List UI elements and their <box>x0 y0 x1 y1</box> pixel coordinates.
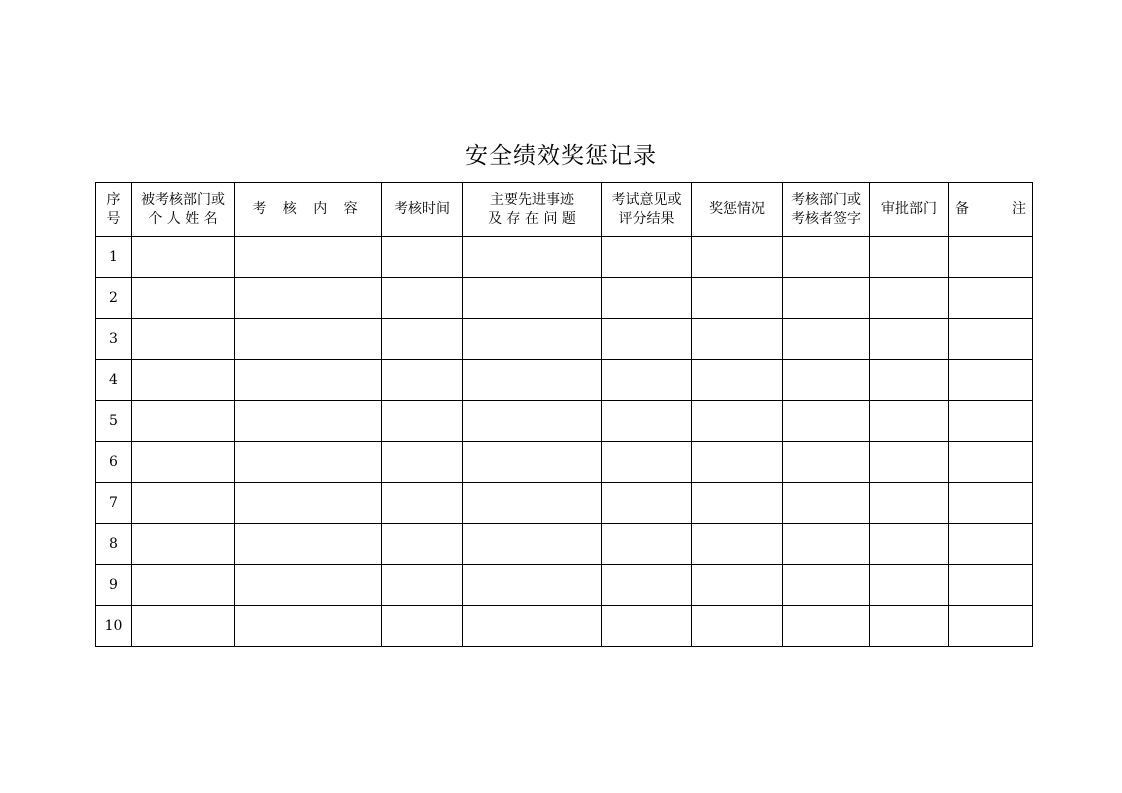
table-cell[interactable] <box>949 278 1033 319</box>
table-cell[interactable] <box>692 237 783 278</box>
table-cell[interactable] <box>602 278 692 319</box>
table-cell[interactable] <box>783 442 870 483</box>
table-cell[interactable] <box>783 483 870 524</box>
table-cell[interactable] <box>602 237 692 278</box>
table-row <box>96 278 1033 319</box>
table-cell[interactable] <box>870 606 949 647</box>
table-cell[interactable] <box>602 360 692 401</box>
header-reward: 奖惩情况 <box>692 183 783 237</box>
table-cell[interactable] <box>783 278 870 319</box>
table-cell[interactable] <box>382 524 463 565</box>
table-cell[interactable] <box>382 278 463 319</box>
table-cell[interactable] <box>783 319 870 360</box>
header-time: 考核时间 <box>382 183 463 237</box>
row-number: 5 <box>96 401 132 442</box>
table-cell[interactable] <box>132 483 235 524</box>
table-cell[interactable] <box>132 278 235 319</box>
table-cell[interactable] <box>692 524 783 565</box>
table-cell[interactable] <box>132 606 235 647</box>
table-cell[interactable] <box>870 360 949 401</box>
table-cell[interactable] <box>783 565 870 606</box>
table-cell[interactable] <box>949 401 1033 442</box>
table-cell[interactable] <box>235 606 382 647</box>
table-cell[interactable] <box>783 524 870 565</box>
table-cell[interactable] <box>602 524 692 565</box>
header-approval: 审批部门 <box>870 183 949 237</box>
table-cell[interactable] <box>783 360 870 401</box>
table-cell[interactable] <box>463 524 602 565</box>
header-opinion: 考试意见或 评分结果 <box>602 183 692 237</box>
table-cell[interactable] <box>463 401 602 442</box>
table-row <box>96 442 1033 483</box>
table-cell[interactable] <box>949 565 1033 606</box>
document-title: 安全绩效奖惩记录 <box>465 143 657 169</box>
table-cell[interactable] <box>382 483 463 524</box>
table-cell[interactable] <box>602 319 692 360</box>
table-cell[interactable] <box>132 237 235 278</box>
row-number: 7 <box>96 483 132 524</box>
table-row <box>96 319 1033 360</box>
table-cell[interactable] <box>949 319 1033 360</box>
header-advanced: 主要先进事迹 及 存 在 问 题 <box>463 183 602 237</box>
table-cell[interactable] <box>692 565 783 606</box>
table-cell[interactable] <box>692 606 783 647</box>
table-cell[interactable] <box>949 360 1033 401</box>
table-cell[interactable] <box>463 237 602 278</box>
table-row <box>96 360 1033 401</box>
table-cell[interactable] <box>602 401 692 442</box>
table-cell[interactable] <box>235 442 382 483</box>
table-row <box>96 565 1033 606</box>
table-cell[interactable] <box>463 606 602 647</box>
table-cell[interactable] <box>949 237 1033 278</box>
table-cell[interactable] <box>870 483 949 524</box>
table-cell[interactable] <box>870 442 949 483</box>
row-number: 3 <box>96 319 132 360</box>
table-cell[interactable] <box>235 278 382 319</box>
table-cell[interactable] <box>783 606 870 647</box>
header-dept-person: 被考核部门或 个 人 姓 名 <box>132 183 235 237</box>
table-cell[interactable] <box>463 483 602 524</box>
table-cell[interactable] <box>783 401 870 442</box>
table-cell[interactable] <box>692 401 783 442</box>
table-row <box>96 606 1033 647</box>
row-number: 6 <box>96 442 132 483</box>
table-cell[interactable] <box>870 278 949 319</box>
table-cell[interactable] <box>870 565 949 606</box>
table-cell[interactable] <box>382 319 463 360</box>
table-cell[interactable] <box>132 524 235 565</box>
table-cell[interactable] <box>235 483 382 524</box>
table-row <box>96 483 1033 524</box>
table-cell[interactable] <box>692 278 783 319</box>
table-cell[interactable] <box>949 442 1033 483</box>
table-cell[interactable] <box>382 401 463 442</box>
table-cell[interactable] <box>235 524 382 565</box>
table-cell[interactable] <box>692 360 783 401</box>
table-cell[interactable] <box>132 360 235 401</box>
table-cell[interactable] <box>235 319 382 360</box>
row-number: 8 <box>96 524 132 565</box>
table-cell[interactable] <box>382 565 463 606</box>
table-cell[interactable] <box>463 278 602 319</box>
table-row <box>96 401 1033 442</box>
table-cell[interactable] <box>463 319 602 360</box>
table-cell[interactable] <box>692 442 783 483</box>
table-cell[interactable] <box>382 606 463 647</box>
table-cell[interactable] <box>132 442 235 483</box>
table-cell[interactable] <box>692 319 783 360</box>
table-cell[interactable] <box>382 360 463 401</box>
table-cell[interactable] <box>132 319 235 360</box>
table-cell[interactable] <box>602 606 692 647</box>
header-content: 考 核 内 容 <box>235 183 382 237</box>
table-cell[interactable] <box>870 319 949 360</box>
table-row <box>96 237 1033 278</box>
table-cell[interactable] <box>235 565 382 606</box>
header-row <box>96 183 1033 237</box>
table-cell[interactable] <box>602 483 692 524</box>
table-cell[interactable] <box>463 565 602 606</box>
table-cell[interactable] <box>949 483 1033 524</box>
table-cell[interactable] <box>949 606 1033 647</box>
table-cell[interactable] <box>463 442 602 483</box>
table-cell[interactable] <box>602 442 692 483</box>
row-number: 2 <box>96 278 132 319</box>
table-cell[interactable] <box>692 483 783 524</box>
table-cell[interactable] <box>602 565 692 606</box>
table-cell[interactable] <box>382 442 463 483</box>
table-cell[interactable] <box>382 237 463 278</box>
table-cell[interactable] <box>132 401 235 442</box>
row-number: 9 <box>96 565 132 606</box>
row-number: 4 <box>96 360 132 401</box>
header-seq: 序 号 <box>96 183 132 237</box>
table-cell[interactable] <box>132 565 235 606</box>
table-row <box>96 524 1033 565</box>
table-cell[interactable] <box>870 401 949 442</box>
record-table <box>95 182 1033 647</box>
table-cell[interactable] <box>235 401 382 442</box>
table-cell[interactable] <box>949 524 1033 565</box>
header-signer: 考核部门或 考核者签字 <box>783 183 870 237</box>
table-cell[interactable] <box>870 237 949 278</box>
row-number: 1 <box>96 237 132 278</box>
header-note: 备 注 <box>949 183 1033 237</box>
table-cell[interactable] <box>870 524 949 565</box>
table-cell[interactable] <box>235 360 382 401</box>
table-cell[interactable] <box>463 360 602 401</box>
table-cell[interactable] <box>235 237 382 278</box>
table-cell[interactable] <box>783 237 870 278</box>
row-number: 10 <box>96 606 132 647</box>
